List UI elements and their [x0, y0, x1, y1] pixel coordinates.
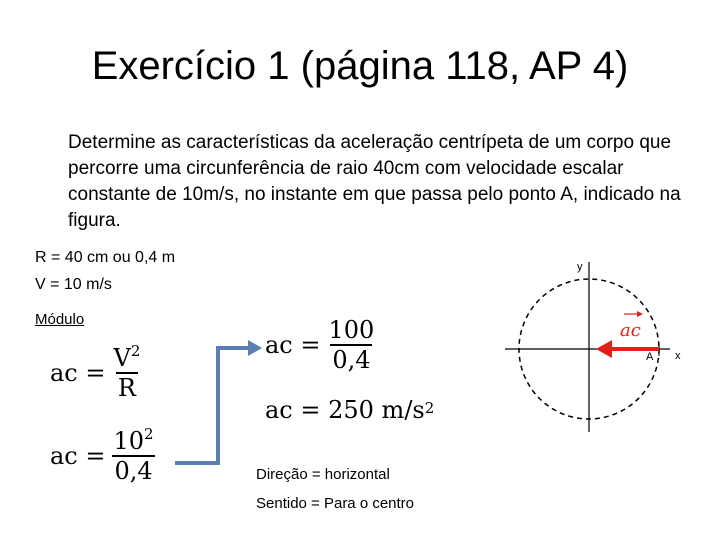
- formula-lhs: ac =: [50, 442, 106, 470]
- numerator-exponent: 2: [144, 425, 154, 443]
- connector-bracket: [175, 348, 252, 463]
- centripetal-vector-head: [596, 340, 612, 358]
- direction-text: Direção = horizontal: [256, 466, 390, 483]
- formula-result: ac = 250 m/s: [265, 396, 425, 424]
- modulo-heading: Módulo: [35, 311, 85, 328]
- denominator: 0,4: [114, 457, 153, 485]
- numerator: 100: [328, 316, 375, 344]
- slide-title: Exercício 1 (página 118, AP 4): [91, 44, 629, 88]
- sense-text: Sentido = Para o centro: [256, 495, 415, 512]
- numerator-base: 10: [113, 427, 145, 455]
- vector-label-arrowhead: [637, 311, 643, 317]
- y-axis-label: y: [577, 261, 583, 273]
- formula-lhs: ac =: [265, 331, 321, 359]
- denominator: R: [117, 374, 136, 402]
- denominator: 0,4: [332, 346, 371, 374]
- given-velocity: V = 10 m/s: [35, 276, 112, 293]
- connector-arrowhead: [248, 340, 262, 356]
- problem-statement: Determine as características da aceleração centrípeta de um corpo que percorre uma circunferência de raio 40cm com velocidade escalar constante de 10m/s, no instante em que passa pelo ponto A, indicado na figura.: [68, 132, 681, 231]
- point-a-label: A: [646, 351, 654, 363]
- result-exponent: 2: [424, 399, 435, 417]
- vector-label: ac: [620, 320, 641, 341]
- x-axis-label: x: [675, 350, 681, 362]
- numerator-base: V: [113, 344, 131, 372]
- given-radius: R = 40 cm ou 0,4 m: [35, 249, 176, 266]
- numerator-exponent: 2: [130, 342, 141, 360]
- formula-lhs: ac =: [50, 359, 106, 387]
